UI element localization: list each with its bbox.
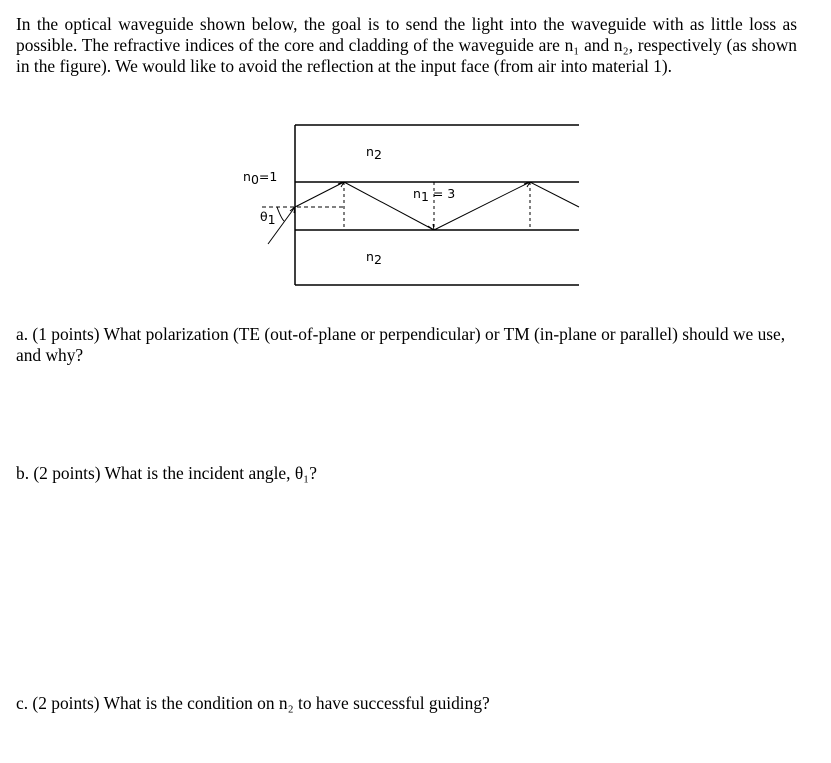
label-n2-top: n2 bbox=[366, 144, 382, 162]
question-c: c. (2 points) What is the condition on n₂ to have successful guiding? bbox=[16, 693, 490, 713]
label-theta1: θ1 bbox=[260, 209, 276, 227]
problem-statement: In the optical waveguide shown below, the goal is to send the light into the waveguide with as little loss as possible. The refractive indices of the core and cladding of the waveguide are n₁ and n₂, respectively (as shown in the figure). We would like to avoid the reflection at the input face (from air into material 1). bbox=[16, 14, 797, 76]
label-n2-bottom: n2 bbox=[366, 249, 382, 267]
reflection-arrowhead-2 bbox=[428, 224, 434, 230]
question-a: a. (1 points) What polarization (TE (out-of-plane or perpendicular) or TM (in-plane or parallel) should we use, and why? bbox=[16, 324, 786, 365]
waveguide-diagram bbox=[225, 118, 585, 294]
theta-angle-arc bbox=[277, 207, 284, 221]
label-n1: n1 = 3 bbox=[413, 186, 456, 204]
question-b: b. (2 points) What is the incident angle, θ₁? bbox=[16, 463, 317, 483]
label-n0: n0=1 bbox=[243, 169, 278, 187]
